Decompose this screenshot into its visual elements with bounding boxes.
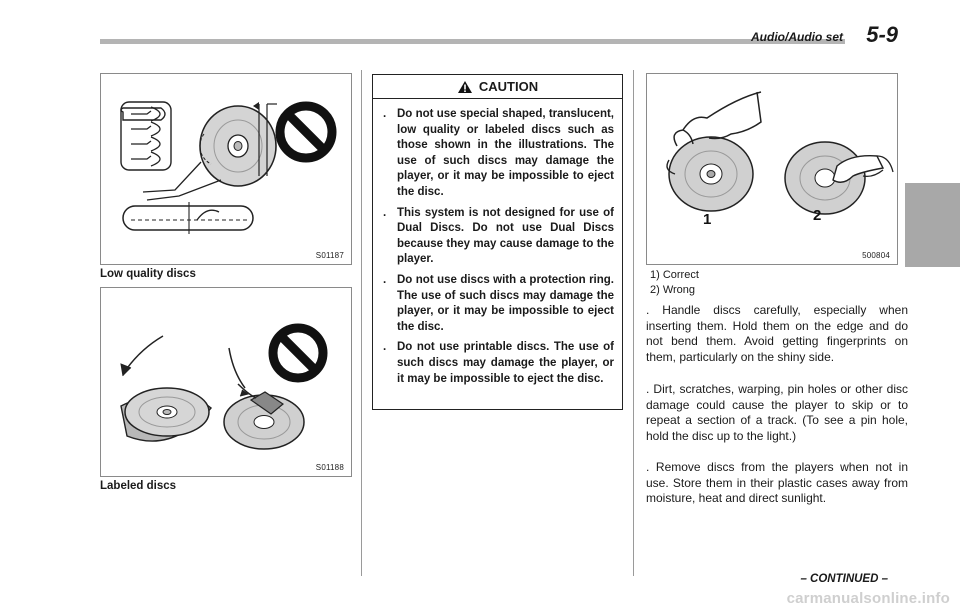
figure-low-quality-discs bbox=[100, 73, 352, 265]
caution-bullet: . bbox=[383, 108, 387, 120]
caution-text: This system is not designed for use of Dual Discs. Do not use Dual Discs because they may cause damage to the player. bbox=[397, 206, 614, 266]
figure-label-2: 2 bbox=[813, 207, 822, 224]
caution-bullet: . bbox=[383, 341, 387, 354]
figure-labeled-discs bbox=[100, 287, 352, 477]
caution-text: Do not use special shaped, translucent, low quality or labeled discs such as those shown in the illustrations. The use of such discs may damage the player, or it may be impossible to eject the disc. bbox=[397, 108, 614, 198]
caution-list bbox=[373, 99, 622, 387]
caution-title: CAUTION bbox=[478, 79, 539, 94]
body-paragraph: . Handle discs carefully, especially when inserting them. Hold them on the edge and do not bend them. Avoid getting fingerprints on them, particularly on the shiny side. bbox=[646, 303, 908, 364]
figure-disc-handling bbox=[646, 73, 898, 265]
chapter-thumb-tab bbox=[905, 183, 960, 267]
column-divider bbox=[633, 70, 634, 576]
caution-item bbox=[383, 340, 614, 387]
figure-code: S01188 bbox=[315, 463, 344, 472]
caution-bullet: . bbox=[383, 206, 387, 219]
continued-note: – CONTINUED – bbox=[800, 573, 888, 585]
warning-triangle-icon bbox=[457, 80, 473, 94]
figure-code: S01187 bbox=[315, 251, 344, 260]
figure-caption: Low quality discs bbox=[100, 268, 196, 280]
caution-bullet: . bbox=[383, 273, 387, 286]
caution-item bbox=[383, 206, 614, 268]
page-number: 5-9 bbox=[866, 22, 898, 47]
figure-label-1: 1 bbox=[703, 211, 712, 228]
legend-item: 2) Wrong bbox=[650, 284, 696, 296]
disc-handling-illustration bbox=[647, 74, 897, 264]
caution-header bbox=[373, 75, 622, 99]
low-quality-disc-illustration bbox=[101, 74, 351, 264]
caution-text: Do not use discs with a protection ring. The use of such discs may damage the player, or it may be impossible to eject the disc. bbox=[397, 273, 614, 333]
legend-item: 1) Correct bbox=[650, 269, 699, 281]
body-paragraph: . Dirt, scratches, warping, pin holes or other disc damage could cause the player to skip or to repeat a section of a track. (To see a pin hole, hold the disc up to the light.) bbox=[646, 382, 908, 443]
header-rule bbox=[100, 39, 845, 44]
labeled-disc-illustration bbox=[101, 288, 351, 476]
body-paragraph: . Remove discs from the players when not in use. Store them in their plastic cases away from moisture, heat and direct sunlight. bbox=[646, 460, 908, 506]
caution-item bbox=[383, 273, 614, 335]
caution-text: Do not use printable discs. The use of such discs may damage the player, or it may be impossible to eject the disc. bbox=[397, 341, 614, 385]
caution-item bbox=[383, 107, 614, 201]
watermark: carmanualsonline.info bbox=[786, 590, 950, 607]
column-divider bbox=[361, 70, 362, 576]
section-title: Audio/Audio set bbox=[751, 30, 843, 44]
caution-box bbox=[372, 74, 623, 410]
figure-caption: Labeled discs bbox=[100, 480, 177, 492]
figure-code: 500804 bbox=[862, 251, 890, 260]
